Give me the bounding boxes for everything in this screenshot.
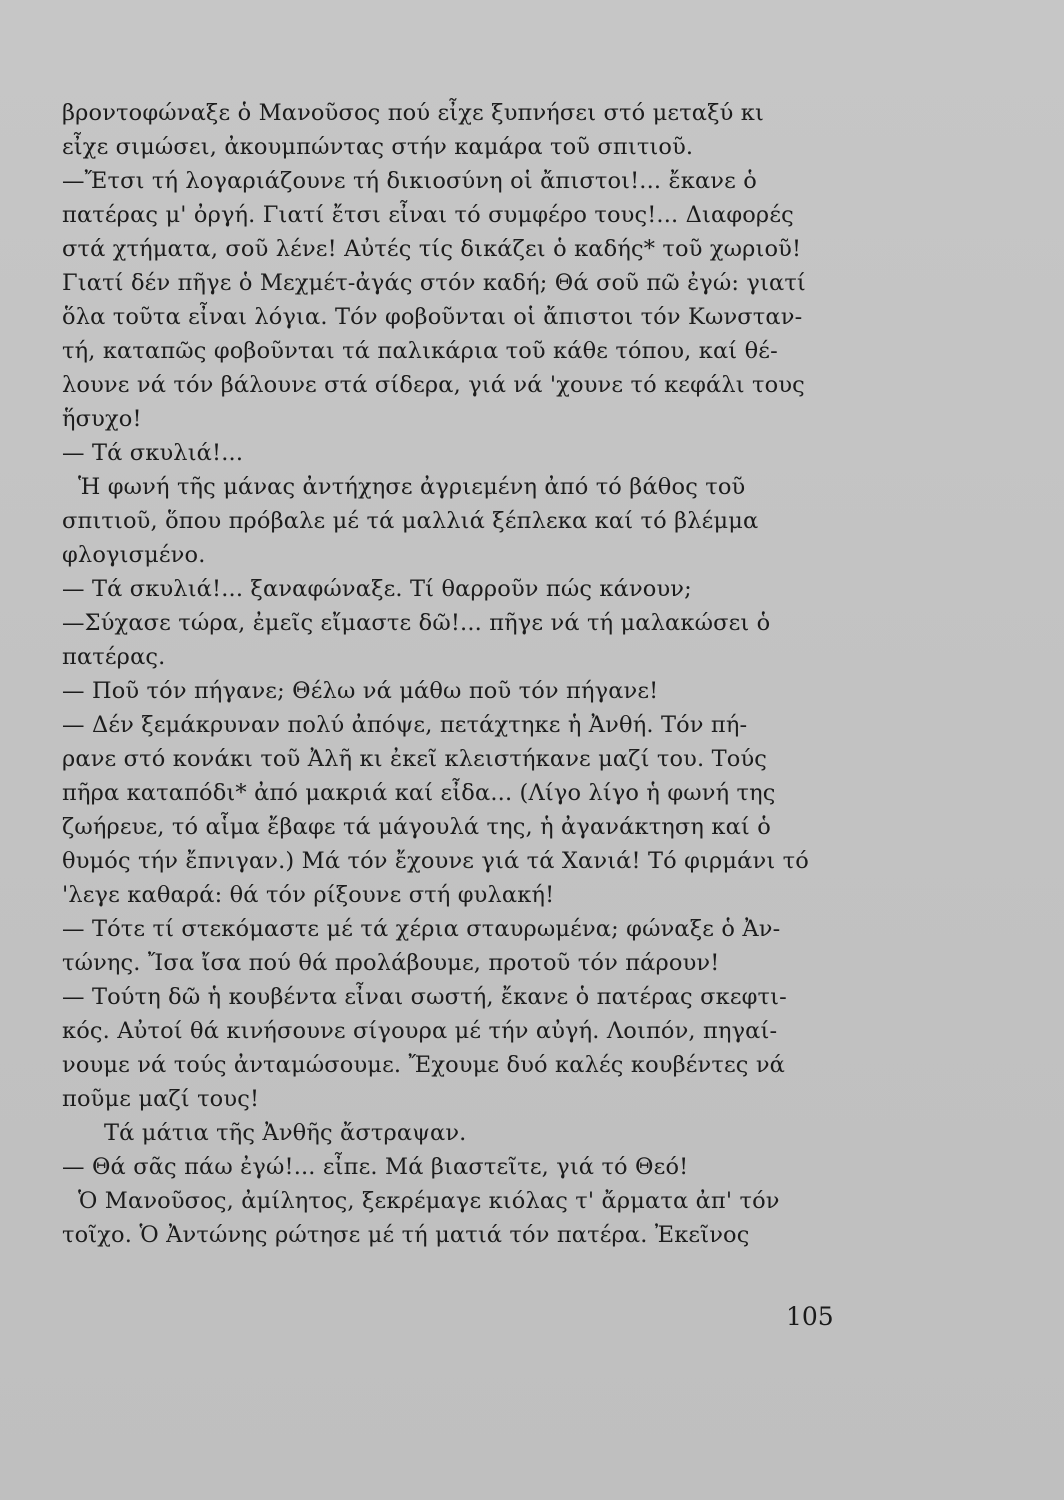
text-line: ὅλα τοῦτα εἶναι λόγια. Τόν φοβοῦνται οἱ ἄπιστοι τόν Κωνσταν- bbox=[62, 304, 803, 330]
text-line: ρανε στό κονάκι τοῦ Ἀλῆ κι ἐκεῖ κλειστήκανε μαζί του. Τούς bbox=[62, 746, 768, 772]
text-line: — Τούτη δῶ ἡ κουβέντα εἶναι σωστή, ἔκανε ὁ πατέρας σκεφτι- bbox=[62, 984, 787, 1010]
text-line: εἶχε σιμώσει, ἀκουμπώντας στήν καμάρα τοῦ σπιτιοῦ. bbox=[62, 134, 694, 160]
text-line: — Δέν ξεμάκρυναν πολύ ἀπόψε, πετάχτηκε ἡ Ἀνθή. Τόν πή- bbox=[62, 712, 748, 738]
text-line: Τά μάτια τῆς Ἀνθῆς ἄστραψαν. bbox=[104, 1120, 467, 1146]
text-line: φλογισμένο. bbox=[62, 542, 206, 568]
text-line: τή, καταπῶς φοβοῦνται τά παλικάρια τοῦ κάθε τόπου, καί θέ- bbox=[62, 338, 778, 364]
text-line: Ἡ φωνή τῆς μάνας ἀντήχησε ἀγριεμένη ἀπό τό βάθος τοῦ bbox=[78, 474, 746, 500]
text-line: —Ἔτσι τή λογαριάζουνε τή δικιοσύνη οἱ ἄπιστοι!... ἔκανε ὁ bbox=[62, 168, 757, 194]
text-line: 'λεγε καθαρά: θά τόν ρίξουνε στή φυλακή! bbox=[62, 882, 555, 908]
text-line: Ὁ Μανοῦσος, ἀμίλητος, ξεκρέμαγε κιόλας τ' ἄρματα ἀπ' τόν bbox=[78, 1188, 780, 1214]
text-line: τώνης. Ἴσα ἴσα πού θά προλάβουμε, προτοῦ τόν πάρουν! bbox=[62, 950, 720, 976]
text-line: — Ποῦ τόν πήγανε; Θέλω νά μάθω ποῦ τόν πήγανε! bbox=[62, 678, 659, 704]
text-line: κός. Αὐτοί θά κινήσουνε σίγουρα μέ τήν αὐγή. Λοιπόν, πηγαί- bbox=[62, 1018, 778, 1044]
text-line: πῆρα καταπόδι* ἀπό μακριά καί εἶδα... (Λίγο λίγο ἡ φωνή της bbox=[62, 780, 776, 806]
page-number: 105 bbox=[786, 1302, 834, 1331]
text-line: ποῦμε μαζί τους! bbox=[62, 1086, 260, 1112]
text-line: πατέρας. bbox=[62, 644, 166, 670]
text-line: — Τά σκυλιά!... bbox=[62, 440, 244, 466]
text-line: νουμε νά τούς ἀνταμώσουμε. Ἔχουμε δυό καλές κουβέντες νά bbox=[62, 1052, 786, 1078]
text-line: πατέρας μ' ὀργή. Γιατί ἔτσι εἶναι τό συμφέρο τους!... Διαφορές bbox=[62, 202, 794, 228]
text-line: — Τά σκυλιά!... ξαναφώναξε. Τί θαρροῦν πώς κάνουν; bbox=[62, 576, 692, 602]
text-line: — Θά σᾶς πάω ἐγώ!... εἶπε. Μά βιαστεῖτε, γιά τό Θεό! bbox=[62, 1154, 689, 1180]
text-line: σπιτιοῦ, ὅπου πρόβαλε μέ τά μαλλιά ξέπλεκα καί τό βλέμμα bbox=[62, 508, 759, 534]
text-line: βροντοφώναξε ὁ Μανοῦσος πού εἶχε ξυπνήσει στό μεταξύ κι bbox=[62, 100, 764, 126]
text-line: λουνε νά τόν βάλουνε στά σίδερα, γιά νά 'χουνε τό κεφάλι τους bbox=[62, 372, 805, 398]
text-line: θυμός τήν ἔπνιγαν.) Μά τόν ἔχουνε γιά τά Χανιά! Τό φιρμάνι τό bbox=[62, 848, 809, 874]
text-line: ἥσυχο! bbox=[62, 406, 142, 432]
text-line: —Σύχασε τώρα, ἐμεῖς εἴμαστε δῶ!... πῆγε νά τή μαλακώσει ὁ bbox=[62, 610, 771, 636]
text-line: τοῖχο. Ὁ Ἀντώνης ρώτησε μέ τή ματιά τόν πατέρα. Ἐκεῖνος bbox=[62, 1222, 750, 1248]
text-line: ζωήρευε, τό αἷμα ἔβαφε τά μάγουλά της, ἡ ἀγανάκτηση καί ὁ bbox=[62, 814, 771, 840]
text-line: — Τότε τί στεκόμαστε μέ τά χέρια σταυρωμένα; φώναξε ὁ Ἀν- bbox=[62, 916, 781, 942]
text-line: Γιατί δέν πῆγε ὁ Μεχμέτ-ἀγάς στόν καδή; Θά σοῦ πῶ ἐγώ: γιατί bbox=[62, 270, 806, 296]
text-line: στά χτήματα, σοῦ λένε! Αὐτές τίς δικάζει ὁ καδής* τοῦ χωριοῦ! bbox=[62, 236, 802, 262]
